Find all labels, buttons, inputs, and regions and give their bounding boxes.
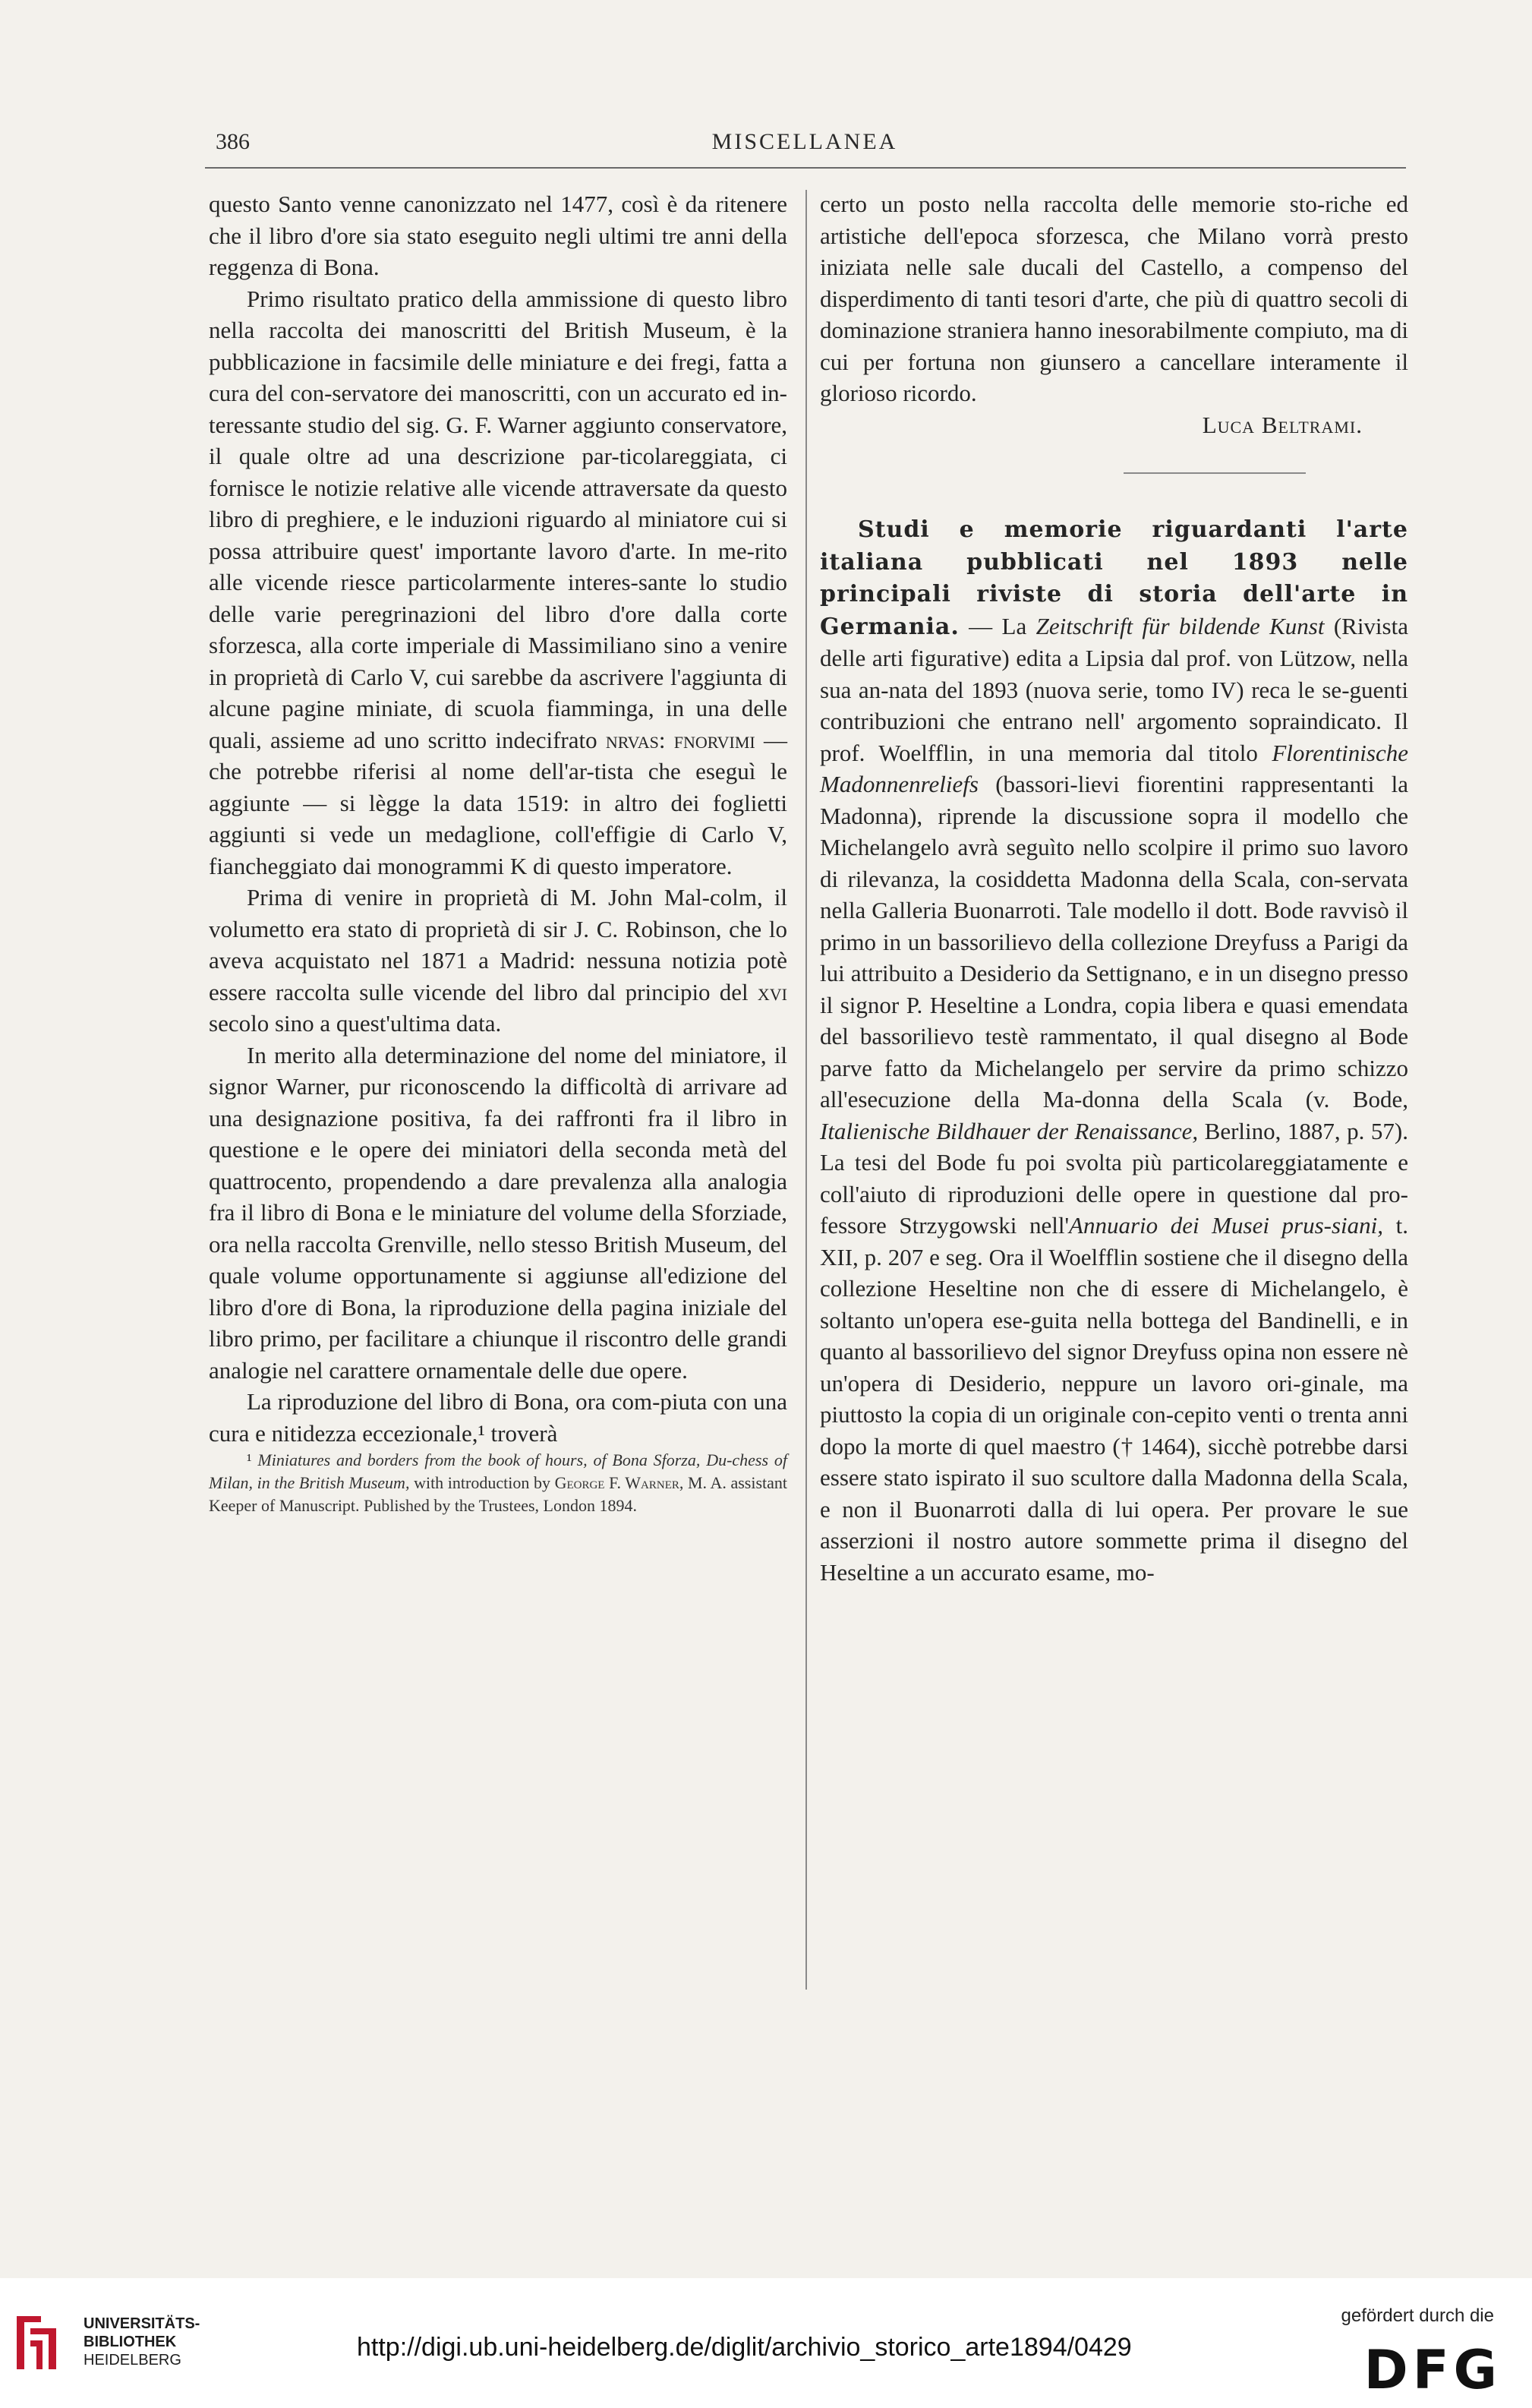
paragraph-text: Prima di venire in proprietà di M. John Mal-colm, il volumetto era stato di proprietà di sir J. C. Robinson, che lo aveva acquistato nel 1871 a Madrid: nessuna notizia potè essere raccolta sulle vicende del libro dal principio del	[209, 884, 787, 1005]
left-paragraph-4: In merito alla determinazione del nome del miniatore, il signor Warner, pur riconoscendo la difficoltà di arrivare ad una designazione positiva, fa dei raffronti fra il libro in questione e le opere dei miniatori della seconda metà del quattrocento, propendendo a dare prevalenza alla analogia fra il libro di Bona e le miniature del volume della Sforziade, ora nella raccolta Grenville, nello stesso British Museum, del quale volume opportunamente si aggiunse all'edizione del libro d'ore di Bona, la riproduzione della pagina iniziale del libro primo, per facilitare a chiunque il riscontro delle grandi analogie nel carattere ornamentale delle due opere.	[209, 1041, 787, 1384]
footnote-author: George F. Warner	[554, 1473, 679, 1492]
library-name-line: HEIDELBERG	[84, 2352, 181, 2369]
left-paragraph-3	[209, 882, 787, 1040]
paragraph-text: Berlino, 1887, p. 57). La tesi del Bode fu poi svolta più particolareggiatamente e coll'aiuto di riproduzioni delle opere in questione dal pro-fessore Strzygowski nell'	[820, 1117, 1408, 1239]
paragraph-text: — che potrebbe riferisi al nome dell'ar-tista che eseguì le aggiunte — si lègge la data 1519: in altro dei foglietti aggiunti si vede un medaglione, coll'effigie di Carlo V, fiancheggiato dai monogrammi K di questo imperatore.	[209, 726, 787, 879]
dfg-logo: DFG	[1363, 2339, 1502, 2401]
left-paragraph-1: questo Santo venne canonizzato nel 1477, così è da ritenere che il libro d'ore sia stato eseguito negli ultimi tre anni della reggenza di Bona.	[209, 191, 787, 280]
header-rule	[205, 167, 1406, 169]
page-header	[205, 129, 1404, 159]
paragraph-text: — La	[959, 612, 1036, 639]
inscription-text: nrvas: fnorvimi	[605, 726, 755, 753]
running-title: MISCELLANEA	[711, 129, 898, 154]
century-numeral: xvi	[757, 978, 787, 1005]
section-heading: Studi e memorie riguardanti l'arte italiana pubblicati nel 1893 nelle principali riviste di storia dell'arte in Germania.	[820, 516, 1408, 640]
library-name-line: BIBLIOTHEK	[84, 2334, 177, 2350]
paragraph-text: secolo sino a quest'ultima data.	[209, 1010, 502, 1037]
footnote	[209, 1449, 787, 1517]
paragraph-text: (Rivista delle arti figurative) edita a Lipsia dal prof. von Lützow, nella sua an-nata del 1893 (nuova serie, tomo IV) reca le se-guenti contribuzioni che entrano nell' argomento sopraindicato. Il prof. Woelfflin, in una memoria dal titolo	[820, 612, 1408, 766]
footnote-text: with introduction by	[409, 1473, 555, 1492]
section-paragraph	[820, 513, 1408, 1588]
library-name-line: UNIVERSITÄTS-	[84, 2315, 200, 2332]
sponsor-note: gefördert durch die	[1341, 2305, 1494, 2326]
digitization-footer	[0, 2278, 1532, 2408]
right-paragraph-1: certo un posto nella raccolta delle memorie sto-riche ed artistiche dell'epoca sforzesca, che Milano vorrà presto iniziata nelle sale ducali del Castello, a compenso del disperdimento di tanti tesori d'arte, che più di quattro secoli di dominazione straniera hanno inesorabilmente compiuto, ma di cui per fortuna non giunsero a cancellare interamente il glorioso ricordo.	[820, 191, 1408, 406]
book-title: Italienische Bildhauer der Renaissance,	[820, 1117, 1199, 1144]
paragraph-text: t. XII, p. 207 e seg. Ora il Woelfflin sostiene che il disegno della collezione Heseltine non che di essere di Michelangelo, è soltanto un'opera ese-guita nella bottega del Bandinelli, e in quanto al bassorilievo del signor Dreyfuss opina non essere nè un'opera di Desiderio, neppure un lavoro ori-ginale, ma piuttosto la copia di un originale con-cepito venti o trenta anni dopo la morte di quel maestro († 1464), sicchè potrebbe darsi essere stato ispirato il suo scultore dalla Madonna della Scala, e non il Buonarroti dalla di lui opera. Per provare le sue asserzioni il nostro autore sommette prima il disegno del Heseltine a un accurato esame, mo-	[820, 1212, 1408, 1586]
footnote-title: Miniatures and borders from the book of hours, of Bona Sforza, Du-chess of Milan, in the British Museum,	[209, 1450, 787, 1492]
left-column	[209, 188, 787, 1517]
permalink-url[interactable]: http://digi.ub.uni-heidelberg.de/diglit/archivio_storico_arte1894/0429	[357, 2333, 1132, 2362]
journal-title: Zeitschrift für bildende Kunst	[1036, 612, 1325, 639]
paragraph-text: (bassori-lievi fiorentini rappresentanti la Madonna), riprende la discussione sopra il modello che Michelangelo avrà seguìto nello scolpire il primo suo lavoro di rilevanza, la cosiddetta Madonna della Scala, con-servata nella Galleria Buonarroti. Tale modello il dott. Bode ravvisò il primo in un bassorilievo della collezione Dreyfuss a Parigi da lui attribuito a Desiderio da Settignano, e in un disegno presso il signor P. Heseltine a Londra, copia libera e quasi emendata del bassorilievo testè rammentato, il qual disegno al Bode parve fatto da Michelangelo per servire da primo schizzo all'esecuzione della Ma-donna della Scala (v. Bode,	[820, 771, 1408, 1112]
library-logo-icon	[11, 2309, 64, 2377]
footnote-marker: ¹	[247, 1450, 258, 1469]
author-signature: Luca Beltrami.	[1202, 411, 1363, 438]
footnote-text: , M. A. assistant Keeper of Manuscript. Published by the Trustees, London 1894.	[209, 1473, 788, 1515]
memoir-title: Florentinische Madonnenreliefs	[820, 739, 1408, 797]
section-divider	[1124, 472, 1306, 474]
right-column	[820, 188, 1408, 1588]
column-divider	[805, 190, 807, 1990]
annual-title: Annuario dei Musei prus-siani,	[1069, 1212, 1384, 1239]
left-paragraph-5: La riproduzione del libro di Bona, ora com-piuta con una cura e nitidezza eccezionale,¹ troverà	[209, 1388, 787, 1447]
left-paragraph-2	[209, 283, 787, 882]
paragraph-text: Primo risultato pratico della ammissione di questo libro nella raccolta dei manoscritti del British Museum, è la pubblicazione in facsimile delle miniature e dei fregi, fatta a cura del con-servatore dei manoscritti, con un accurato ed in-teressante studio del sig. G. F. Warner aggiunto conservatore, il quale oltre ad una descrizione par-ticolareggiata, ci fornisce le notizie relative alle vicende attraversate da questo libro di preghiere, e le induzioni riguardo al miniatore cui si possa attribuire quest' importante lavoro d'arte. In me-rito alle vicende riesce particolarmente interes-sante lo studio delle varie peregrinazioni del libro d'ore dalla corte sforzesca, alla corte imperiale di Massimiliano sino a venire in proprietà di Carlo V, cui sarebbe da ascrivere l'aggiunta di alcune pagine miniate, di scuola fiamminga, in una delle quali, assieme ad uno scritto indecifrato	[209, 285, 787, 753]
library-name	[84, 2315, 200, 2369]
page-number: 386	[216, 129, 250, 154]
